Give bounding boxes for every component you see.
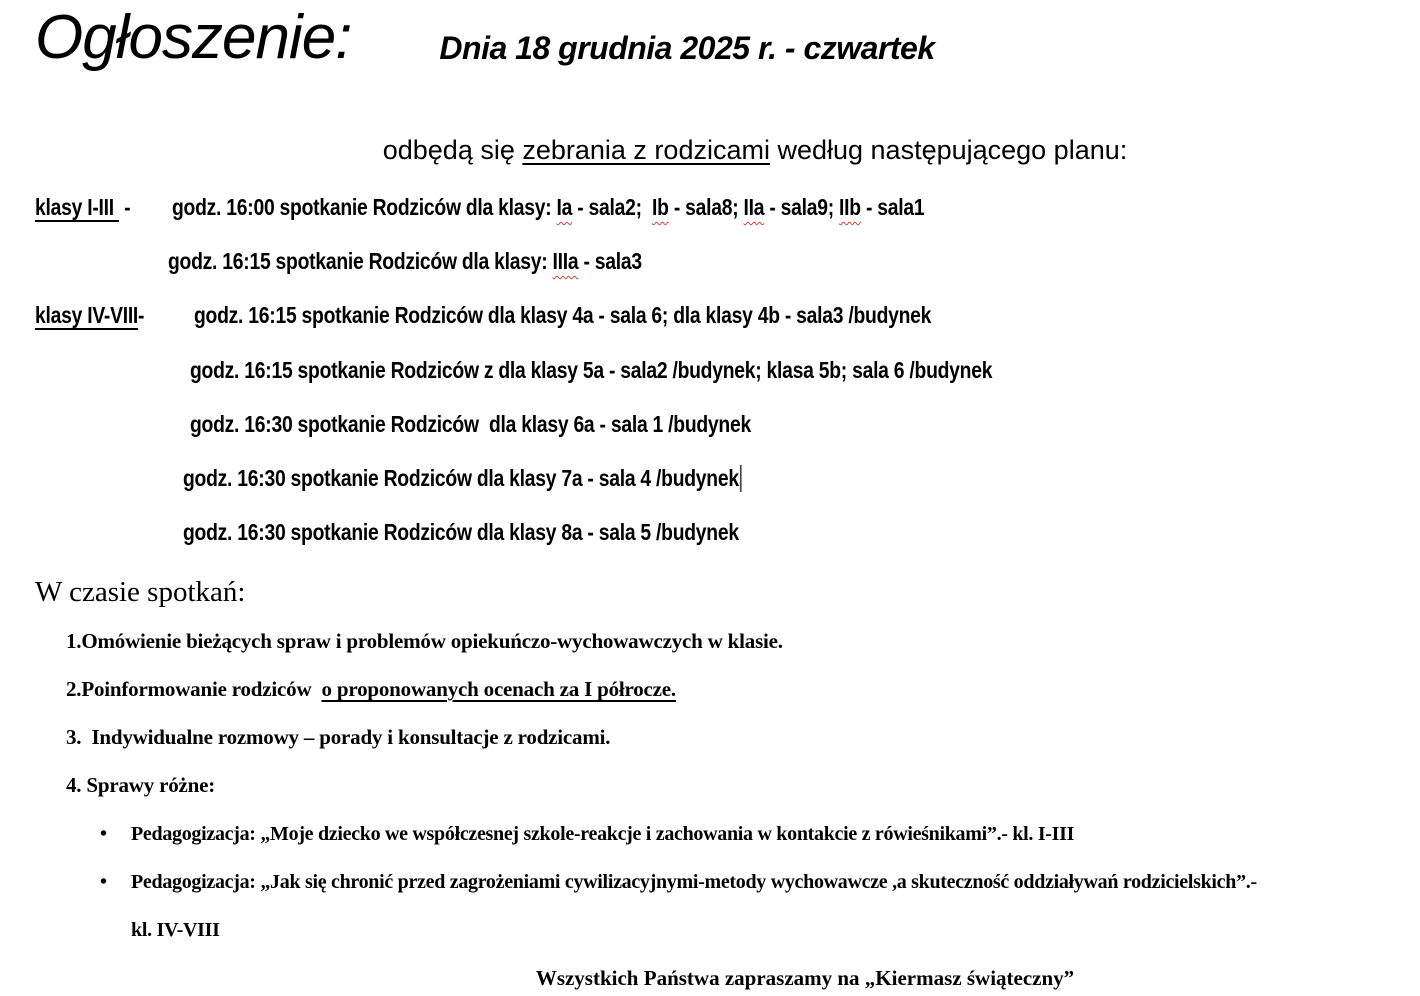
schedule-text — [183, 464, 741, 492]
text-segment: 3. Indywidualne rozmowy – porady i konsultacje z rodzicami. — [66, 725, 611, 749]
intro-post: według następującego planu: — [769, 135, 1128, 165]
schedule-line — [0, 518, 1420, 546]
text-cursor — [740, 465, 742, 492]
schedule-line — [0, 464, 1420, 492]
bullet-icon: • — [100, 871, 108, 893]
misspelled-word: Ia — [556, 194, 573, 220]
text-segment: 1.Omówienie bieżących spraw i problemów opiekuńczo-wychowawczych w klasie. — [66, 629, 783, 653]
class-group-label — [35, 301, 144, 329]
meeting-item — [0, 724, 1420, 750]
intro-line — [0, 134, 1420, 166]
misspelled-word: IIa — [743, 194, 765, 220]
bullet-list — [0, 821, 1420, 943]
misspelled-word: IIb — [839, 194, 861, 220]
text-segment: godz. 16:00 spotkanie Rodziców dla klasy: — [172, 194, 557, 220]
meetings-list — [0, 628, 1420, 798]
schedule-line — [0, 410, 1420, 438]
class-group-underlined: klasy I-III — [35, 194, 119, 220]
text-segment: 2.Poinformowanie rodziców — [66, 677, 322, 701]
bullet-line: Pedagogizacja: „Jak się chronić przed zagrożeniami cywilizacyjnymi-metody wychowawcze ,a skuteczność oddziaływań rodzicielskich”.- — [131, 871, 1257, 893]
misspelled-word: Ib — [652, 194, 669, 220]
schedule — [0, 193, 1420, 546]
meeting-item — [0, 676, 1420, 702]
page-title: Ogłoszenie: — [35, 3, 352, 72]
text-segment: godz. 16:30 spotkanie Rodziców dla klasy 6a - sala 1 /budynek — [190, 411, 751, 437]
meetings-heading: W czasie spotkań: — [35, 576, 246, 608]
text-segment: - sala1 — [860, 194, 925, 220]
text-segment: - sala8; — [668, 194, 744, 220]
label-dash: - — [138, 302, 145, 328]
schedule-line — [0, 193, 1420, 221]
schedule-text — [183, 518, 739, 546]
schedule-line — [0, 247, 1420, 275]
class-group-label — [35, 193, 130, 221]
date-heading: Dnia 18 grudnia 2025 r. - czwartek — [439, 30, 935, 66]
text-segment: - sala2; — [572, 194, 653, 220]
schedule-text — [194, 301, 931, 329]
class-group-underlined: klasy IV-VIII — [35, 302, 139, 328]
schedule-text — [190, 410, 751, 438]
text-segment: 4. Sprawy różne: — [66, 773, 216, 797]
bullet-item — [0, 869, 1420, 943]
text-segment: godz. 16:30 spotkanie Rodziców dla klasy 7a - sala 4 /budynek — [183, 465, 739, 491]
intro-underlined: zebrania z rodzicami — [522, 135, 770, 165]
bullet-line: Pedagogizacja: „Moje dziecko we współczesnej szkole-reakcje i zachowania w kontakcie z rówieśnikami”.- kl. I-III — [131, 823, 1075, 845]
text-segment: - sala3 — [578, 248, 642, 274]
meeting-item — [0, 628, 1420, 654]
schedule-line — [0, 356, 1420, 384]
misspelled-word: IIIa — [552, 248, 579, 274]
text-segment: godz. 16:30 spotkanie Rodziców dla klasy 8a - sala 5 /budynek — [183, 519, 739, 545]
bullet-line: kl. IV-VIII — [131, 919, 220, 941]
schedule-text — [190, 356, 992, 384]
text-segment: - sala9; — [764, 194, 840, 220]
schedule-line — [0, 301, 1420, 329]
text-segment: godz. 16:15 spotkanie Rodziców z dla klasy 5a - sala2 /budynek; klasa 5b; sala 6 /budynek — [190, 357, 993, 383]
bullet-icon: • — [100, 823, 108, 845]
text-segment: godz. 16:15 spotkanie Rodziców dla klasy 4a - sala 6; dla klasy 4b - sala3 /budynek — [194, 302, 932, 328]
label-dash: - — [118, 194, 131, 220]
footer-invitation: Wszystkich Państwa zapraszamy na „Kiermasz świąteczny” — [535, 966, 1075, 990]
schedule-text — [172, 193, 924, 221]
meeting-item — [0, 772, 1420, 798]
underlined-text: o proponowanych ocenach za I półrocze. — [321, 677, 676, 701]
schedule-text — [168, 247, 642, 275]
text-segment: godz. 16:15 spotkanie Rodziców dla klasy: — [168, 248, 553, 274]
intro-pre: odbędą się — [382, 135, 523, 165]
bullet-item — [0, 821, 1420, 847]
header — [0, 0, 1420, 90]
